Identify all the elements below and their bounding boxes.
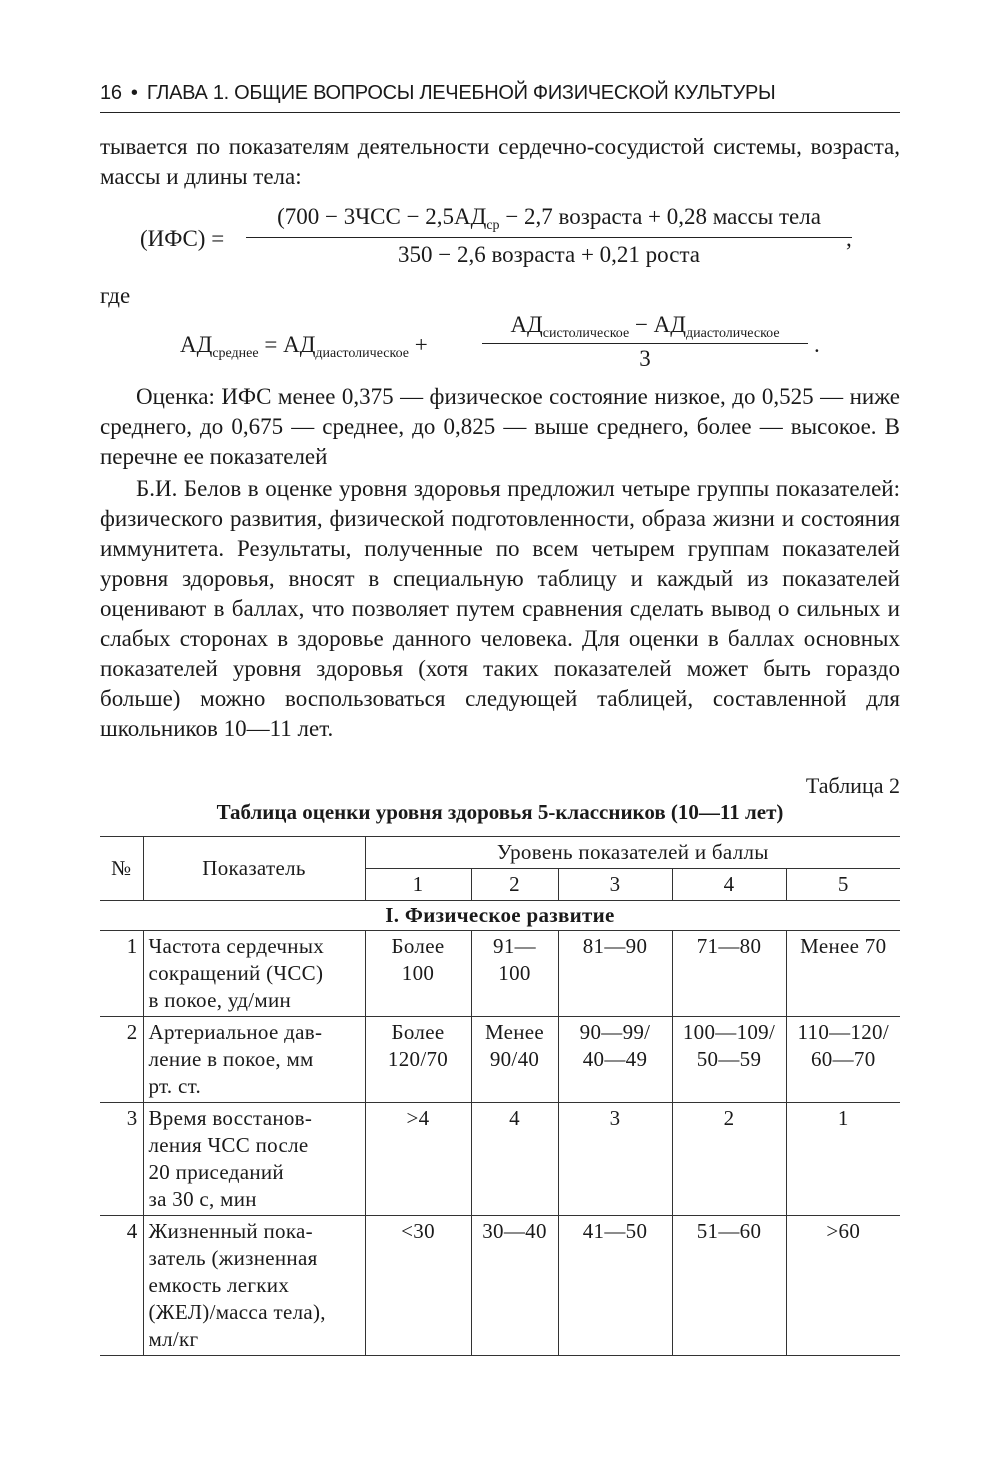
chapter-title: ГЛАВА 1. ОБЩИЕ ВОПРОСЫ ЛЕЧЕБНОЙ ФИЗИЧЕСКОЙ КУЛЬТУРЫ: [146, 82, 776, 105]
formula-lhs: (ИФС) =: [140, 226, 225, 251]
score-cell: <30: [365, 1216, 471, 1356]
assessment-paragraph: Оценка: ИФС менее 0,375 — физическое состояние низкое, до 0,525 — ниже среднего, до 0,675 — среднее, до 0,825 — выше среднего, более — высокое. В перечне ее показателей: [100, 384, 900, 469]
score-header: 2: [471, 869, 558, 901]
score-cell: >60: [826, 1219, 861, 1243]
score-cell: Менее 90/40: [471, 1017, 558, 1103]
score-cell: 110—120/ 60—70: [797, 1020, 889, 1071]
formula2-numerator: $АД_{систолическое} - АД_{диастолическое}$: [510, 312, 780, 341]
fraction-bar: [246, 237, 852, 238]
indicator-cell: Артериальное дав- ление в покое, мм рт. ст.: [143, 1017, 365, 1103]
indicator-cell: Частота сердечных сокращений (ЧСС) в покое, уд/мин: [143, 931, 365, 1017]
score-header: 3: [558, 869, 672, 901]
row-number: 3: [100, 1103, 143, 1216]
table-header-row: [100, 837, 900, 869]
formula-numerator: ($700 - 3ЧСС - 2,5АД_{ср} - 2,7$ возраста + 0,28 массы тела: [277, 204, 821, 233]
row-number: 1: [100, 931, 143, 1017]
formula2-lhs: $АД_{среднее} = АД_{диастолическое}$ +: [180, 332, 428, 361]
col-levels-header: Уровень показателей и баллы: [365, 837, 900, 869]
score-header: 5: [837, 872, 849, 896]
formula2-fraction: [482, 312, 808, 372]
score-cell: 4: [471, 1103, 558, 1216]
belov-paragraph: Б.И. Белов в оценке уровня здоровья предложил четыре группы показателей: физического развития, физической подготовленности, образа жизни и состояния иммунитета. Результаты, полученные по всем четырем группам показателей уровня здоровья, вносят в специальную таблицу и каждый из показателей оценивают в баллах, что позволяет путем сравнения сделать вывод о сильных и слабых сторонах в здоровье данного человека. Для оценки в баллах основных показателей уровня здоровья (хотя таких показателей может быть гораздо больше) можно воспользоваться следующей таблицей, составленной для школьников 10—11 лет.: [100, 476, 900, 741]
score-cell: >4: [365, 1103, 471, 1216]
table-row: [100, 1017, 900, 1103]
formula-denominator: 350 − 2,6 возраста + 0,21 роста: [397, 242, 700, 267]
table-number: Таблица 2: [805, 773, 900, 798]
score-header: 4: [672, 869, 786, 901]
intro-paragraph: тывается по показателям деятельности сердечно-сосудистой системы, возраста, массы и длины тела:: [100, 134, 900, 189]
indicator-cell: Время восстанов- ления ЧСС после 20 приседаний за 30 с, мин: [143, 1103, 365, 1216]
section-row: [100, 901, 900, 931]
score-cell: 51—60: [672, 1216, 786, 1356]
page-number: 16: [100, 82, 122, 105]
row-number: 2: [100, 1017, 143, 1103]
score-cell: 1: [837, 1106, 849, 1130]
score-cell: 91— 100: [471, 931, 558, 1017]
table-row: [100, 931, 900, 1017]
score-cell: Менее 70: [800, 934, 887, 958]
formula2-denominator: 3: [639, 346, 651, 372]
col-no-header: №: [100, 837, 143, 901]
health-assessment-table: [100, 836, 900, 1356]
ifs-formula: [140, 204, 860, 276]
score-header: 1: [365, 869, 471, 901]
section-title: I. Физическое развитие: [385, 903, 615, 927]
row-number: 4: [100, 1216, 143, 1356]
running-header: [100, 82, 900, 113]
where-label: где: [100, 283, 131, 308]
formula2-period: .: [814, 332, 820, 357]
formula-comma: ,: [846, 226, 852, 251]
score-cell: Более 120/70: [365, 1017, 471, 1103]
score-cell: Более 100: [365, 931, 471, 1017]
bullet-icon: •: [130, 82, 138, 105]
score-cell: 2: [672, 1103, 786, 1216]
col-indicator-header: Показатель: [143, 837, 365, 901]
table-row: [100, 1216, 900, 1356]
score-cell: 41—50: [558, 1216, 672, 1356]
score-cell: 30—40: [471, 1216, 558, 1356]
table-title: Таблица оценки уровня здоровья 5-классников (10—11 лет): [216, 800, 784, 824]
indicator-cell: Жизненный пока- затель (жизненная емкость легких (ЖЕЛ)/масса тела), мл/кг: [143, 1216, 365, 1356]
score-cell: 71—80: [672, 931, 786, 1017]
mean-pressure-formula: [180, 312, 840, 376]
score-cell: 81—90: [558, 931, 672, 1017]
score-cell: 3: [558, 1103, 672, 1216]
fraction-bar: [482, 343, 808, 344]
score-cell: 90—99/ 40—49: [558, 1017, 672, 1103]
score-cell: 100—109/ 50—59: [672, 1017, 786, 1103]
table-row: [100, 1103, 900, 1216]
